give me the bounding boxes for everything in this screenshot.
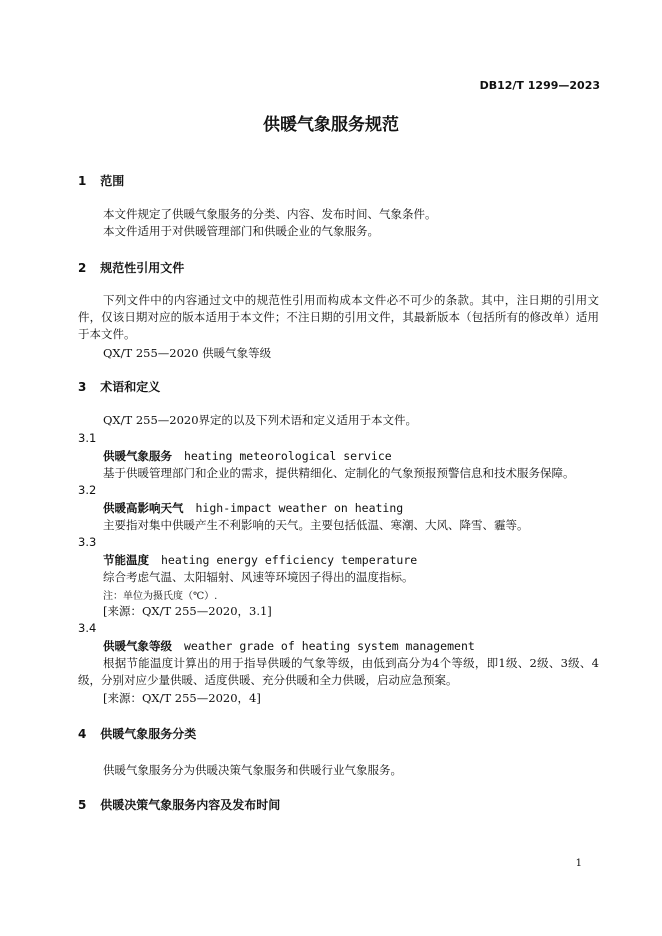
section-number: 2 (78, 261, 87, 275)
standard-code: DB12/T 1299—2023 (479, 79, 600, 92)
section-5-heading (78, 796, 280, 813)
page-number: 1 (575, 858, 582, 869)
section-3-intro: QX/T 255—2020界定的以及下列术语和定义适用于本文件。 (103, 413, 418, 427)
section-1-heading (78, 172, 124, 189)
term-entry (103, 638, 475, 654)
term-en: weather grade of heating system management (184, 639, 475, 653)
term-en: heating meteorological service (184, 449, 392, 463)
term-en: high-impact weather on heating (195, 501, 404, 515)
normative-reference: QX/T 255—2020 供暖气象等级 (103, 346, 272, 360)
term-source: [来源：QX/T 255—2020，4] (103, 691, 261, 705)
section-title: 术语和定义 (100, 380, 161, 394)
section-title: 范围 (100, 174, 125, 188)
term-entry (103, 552, 417, 568)
term-zh: 供暖气象等级 (103, 639, 172, 653)
section-3-heading (78, 378, 160, 395)
term-entry (103, 500, 403, 516)
section-title: 供暖气象服务分类 (100, 727, 197, 741)
term-zh: 节能温度 (103, 553, 149, 567)
term-definition: 主要指对集中供暖产生不利影响的天气。主要包括低温、寒潮、大风、降雪、霾等。 (103, 518, 529, 532)
section-number: 4 (78, 727, 87, 741)
section-1-paragraph-2: 本文件适用于对供暖管理部门和供暖企业的气象服务。 (103, 224, 379, 238)
term-number: 3.2 (78, 483, 97, 497)
term-note: 注：单位为摄氏度（℃）. (103, 591, 218, 602)
section-2-heading (78, 259, 184, 276)
term-definition: 根据节能温度计算出的用于指导供暖的气象等级，由低到高分为4个等级，即1级、2级、3级、4级，分别对应少量供暖、适度供暖、充分供暖和全力供暖，启动应急预案。 (78, 656, 599, 687)
term-number: 3.4 (78, 621, 97, 635)
term-definition: 综合考虑气温、太阳辐射、风速等环境因子得出的温度指标。 (103, 570, 414, 584)
term-entry (103, 448, 392, 464)
section-title: 供暖决策气象服务内容及发布时间 (100, 798, 281, 812)
section-2-paragraph: 下列文件中的内容通过文中的规范性引用而构成本文件必不可少的条款。其中，注日期的引用文件，仅该日期对应的版本适用于本文件；不注日期的引用文件，其最新版本（包括所有的修改单）适用于本文件。 (78, 293, 599, 341)
section-4-heading (78, 725, 196, 742)
section-number: 5 (78, 798, 87, 812)
term-en: heating energy efficiency temperature (161, 553, 418, 567)
term-zh: 供暖气象服务 (103, 449, 172, 463)
term-definition: 基于供暖管理部门和企业的需求，提供精细化、定制化的气象预报预警信息和技术服务保障。 (103, 466, 575, 480)
section-4-paragraph: 供暖气象服务分为供暖决策气象服务和供暖行业气象服务。 (103, 763, 402, 777)
term-zh: 供暖高影响天气 (103, 501, 184, 515)
document-title: 供暖气象服务规范 (263, 115, 399, 135)
term-number: 3.3 (78, 535, 97, 549)
section-title: 规范性引用文件 (100, 261, 185, 275)
term-number: 3.1 (78, 431, 97, 445)
term-source: [来源：QX/T 255—2020，3.1] (103, 604, 272, 618)
section-1-paragraph-1: 本文件规定了供暖气象服务的分类、内容、发布时间、气象条件。 (103, 207, 437, 221)
section-number: 1 (78, 174, 87, 188)
section-number: 3 (78, 380, 87, 394)
